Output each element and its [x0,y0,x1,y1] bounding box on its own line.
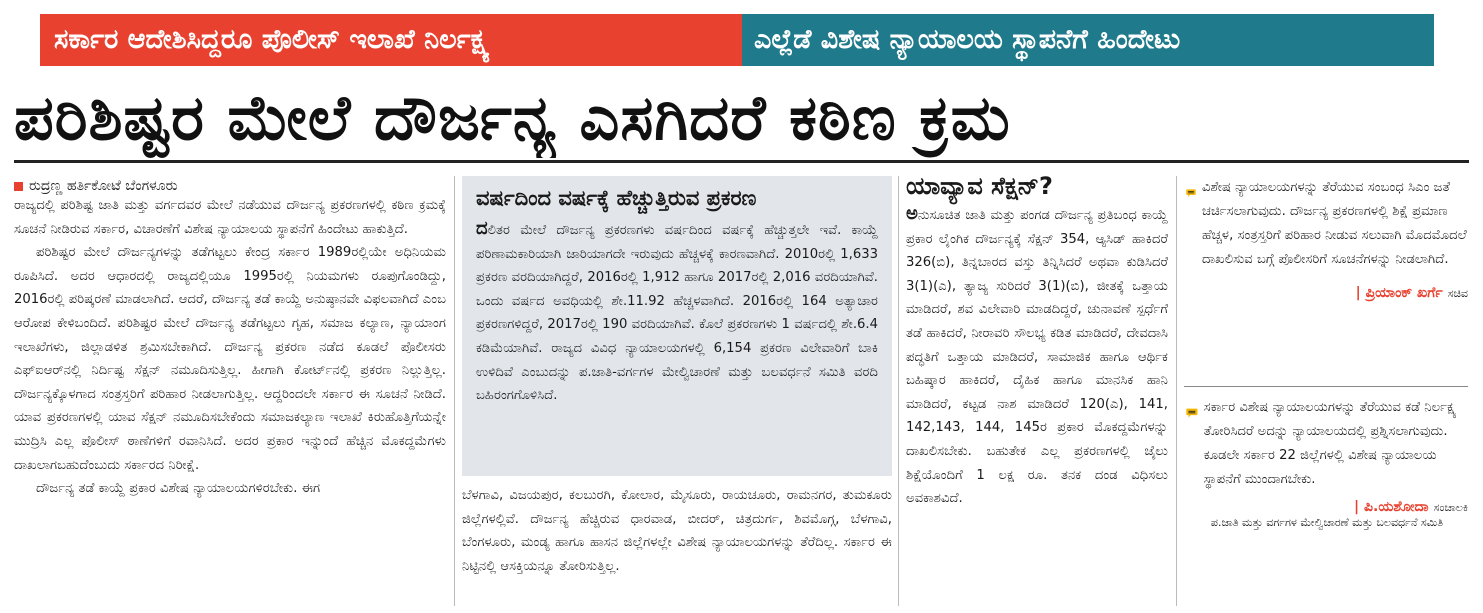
sections-column [906,172,1168,511]
left-column [14,178,446,501]
quote-signature [1186,496,1468,515]
main-headline: ಪರಿಶಿಷ್ಟರ ಮೇಲೆ ದೌರ್ಜನ್ಯ ಎಸಗಿದರೆ ಕಠಿಣ ಕ್ರಮ [14,81,1011,154]
dropcap: ದ [476,218,488,239]
quote-text: ವಿಶೇಷ ನ್ಯಾಯಾಲಯಗಳನ್ನು ತೆರೆಯುವ ಸಂಬಂಧ ಸಿಎಂ ಜತೆ ಚರ್ಚಿಸಲಾಗುವುದು. ದೌರ್ಜನ್ಯ ಪ್ರಕರಣಗಳಲ್ಲಿ ಶಿಕ್ಷೆ ಪ್ರಮಾಣ ಹೆಚ್ಚಳ, ಸಂತ್ರಸ್ತರಿಗೆ ಪರಿಹಾರ ನೀಡುವ ಸಲುವಾಗಿ ಮೊದಮೊದಲೆ ದಾಖಲಿಸುವ ಬಗ್ಗೆ ಪೊಲೀಸರಿಗೆ ಸೂಚನೆಗಳನ್ನು ನೀಡಲಾಗಿದೆ. [1201,180,1467,267]
left-article-body [14,194,446,501]
paragraph: ಪರಿಶಿಷ್ಟರ ಮೇಲೆ ದೌರ್ಜನ್ಯಗಳನ್ನು ತಡೆಗಟ್ಟಲು ಕೇಂದ್ರ ಸರ್ಕಾರ 1989ರಲ್ಲಿಯೇ ಅಧಿನಿಯಮ ರೂಪಿಸಿದೆ. ಅದರ ಆಧಾರದಲ್ಲಿ ರಾಜ್ಯದಲ್ಲಿಯೂ 1995ರಲ್ಲಿ ನಿಯಮಗಳು ರೂಪುಗೊಂಡಿದ್ದು, 2016ರಲ್ಲಿ ಪರಿಷ್ಕರಣೆ ಮಾಡಲಾಗಿದೆ. ಆದರೆ, ದೌರ್ಜನ್ಯ ತಡೆ ಕಾಯ್ದೆ ಅನುಷ್ಠಾನವೇ ವಿಫಲವಾಗಿದೆ ಎಂಬ ಆರೋಪ ಕೇಳಿಬಂದಿದೆ. ಪರಿಶಿಷ್ಟರ ಮೇಲೆ ದೌರ್ಜನ್ಯ ತಡೆಗಟ್ಟಲು ಗೃಹ, ಸಮಾಜ ಕಲ್ಯಾಣ, ನ್ಯಾಯಾಂಗ ಇಲಾಖೆಗಳು, ಜಿಲ್ಲಾಡಳಿತ ಶ್ರಮಿಸಬೇಕಾಗಿದೆ. ದೌರ್ಜನ್ಯ ಪ್ರಕರಣ ನಡೆದ ಕೂಡಲೆ ಪೊಲೀಸರು ಎಫ್ಐಆರ್‌ನಲ್ಲಿ ನಿರ್ದಿಷ್ಟ ಸೆಕ್ಷನ್ ನಮೂದಿಸುತ್ತಿಲ್ಲ. ಹೀಗಾಗಿ ಕೋರ್ಟ್‌ನಲ್ಲಿ ಪ್ರಕರಣ ನಿಲ್ಲುತ್ತಿಲ್ಲ. ದೌರ್ಜನ್ಯಕ್ಕೊಳಗಾದ ಸಂತ್ರಸ್ತರಿಗೆ ಪರಿಹಾರ ನೀಡಲಾಗುತ್ತಿಲ್ಲ. ಆದ್ದರಿಂದಲೇ ಸರ್ಕಾರ ಈ ಸೂಚನೆ ನೀಡಿದೆ. ಯಾವ ಪ್ರಕರಣಗಳಲ್ಲಿ ಯಾವ ಸೆಕ್ಷನ್ ನಮೂದಿಸಬೇಕೆಂದು ಸಮಾಜಕಲ್ಯಾಣ ಇಲಾಖೆ ಕಿರುಹೊತ್ತಿಗೆಯನ್ನೇ ಮುದ್ರಿಸಿ ಎಲ್ಲ ಪೊಲೀಸ್ ಠಾಣೆಗಳಿಗೆ ರವಾನಿಸಿದೆ. ಅದರ ಪ್ರಕಾರ ಇನ್ನುಂದೆ ಹೆಚ್ಚಿನ ಮೊಕದ್ದಮೆಗಳು ದಾಖಲಾಗಬಹುದೆಂಬುದು ಸರ್ಕಾರದ ನಿರೀಕ್ಷೆ. [14,245,446,473]
paragraph: ರಾಜ್ಯದಲ್ಲಿ ಪರಿಶಿಷ್ಟ ಜಾತಿ ಮತ್ತು ವರ್ಗದವರ ಮೇಲೆ ನಡೆಯುವ ದೌರ್ಜನ್ಯ ಪ್ರಕರಣಗಳಲ್ಲಿ ಕಠಿಣ ಕ್ರಮಕ್ಕೆ ಸೂಚನೆ ನೀಡಿರುವ ಸರ್ಕಾರ, ವಿಚಾರಣೆಗೆ ವಿಶೇಷ ನ್ಯಾಯಾಲಯ ಸ್ಥಾಪನೆಗೆ ಹಿಂದೇಟು ಹಾಕುತ್ತಿದೆ. [14,198,446,237]
byline-text: ರುದ್ರಣ್ಣ ಹರ್ತಿಕೋಟೆ ಬೆಂಗಳೂರು [29,178,178,194]
quote-signature [1186,282,1468,301]
headline-rule [14,160,1469,163]
top-banner-left [40,14,742,66]
quote-author-org: ಪ.ಜಾತಿ ಮತ್ತು ವರ್ಗಗಳ ಮೇಲ್ವಿಚಾರಣೆ ಮತ್ತು ಬಲವರ್ಧನೆ ಸಮಿತಿ [1210,516,1444,529]
continued-article-text: ಬೆಳಗಾವಿ, ವಿಜಯಪುರ, ಕಲಬುರಗಿ, ಕೋಲಾರ, ಮೈಸೂರು, ರಾಯಚೂರು, ರಾಮನಗರ, ತುಮಕೂರು ಜಿಲ್ಲೆಗಳಲ್ಲಿವೆ. ದೌರ್ಜನ್ಯ ಹೆಚ್ಚಿರುವ ಧಾರವಾಡ, ಬೀದರ್, ಚಿತ್ರದುರ್ಗ, ಶಿವಮೊಗ್ಗ, ಬೆಳಗಾವಿ, ಬೆಂಗಳೂರು, ಮಂಡ್ಯ ಹಾಗೂ ಹಾಸನ ಜಿಲ್ಲೆಗಳಲ್ಲೇ ವಿಶೇಷ ನ್ಯಾಯಾಲಯಗಳನ್ನು ತೆರೆದಿಲ್ಲ. ಸರ್ಕಾರ ಈ ನಿಟ್ಟಿನಲ್ಲಿ ಆಸಕ್ತಿಯನ್ನೂ ತೋರಿಸುತ್ತಿಲ್ಲ. [462,488,892,574]
stats-box-body [476,217,878,408]
sections-body [906,202,1168,511]
stats-box [462,176,892,476]
quote-text: ಸರ್ಕಾರ ವಿಶೇಷ ನ್ಯಾಯಾಲಯಗಳನ್ನು ತೆರೆಯುವ ಕಡೆ ನಿರ್ಲಕ್ಷ್ಯ ತೋರಿಸಿದರೆ ಅದನ್ನು ನ್ಯಾಯಾಲಯದಲ್ಲಿ ಪ್ರಶ್ನಿಸಲಾಗುವುದು. ಕೂಡಲೇ ಸರ್ಕಾರ 22 ಜಿಲ್ಲೆಗಳಲ್ಲಿ ವಿಶೇಷ ನ್ಯಾಯಾಲಯ ಸ್ಥಾಪನೆಗೆ ಮುಂದಾಗಬೇಕು. [1203,400,1457,487]
speech-bubble-icon [1186,176,1196,210]
column-divider [1176,176,1177,606]
stats-box-text: ಲಿತರ ಮೇಲೆ ದೌರ್ಜನ್ಯ ಪ್ರಕರಣಗಳು ವರ್ಷದಿಂದ ವರ್ಷಕ್ಕೆ ಹೆಚ್ಚುತ್ತಲೇ ಇವೆ. ಕಾಯ್ದೆ ಪರಿಣಾಮಕಾರಿಯಾಗಿ ಜಾರಿಯಾಗದೇ ಇರುವುದು ಹೆಚ್ಚಳಕ್ಕೆ ಕಾರಣವಾಗಿದೆ. 2010ರಲ್ಲಿ 1,633 ಪ್ರಕರಣ ವರದಿಯಾಗಿದ್ದರೆ, 2016ರಲ್ಲಿ 1,912 ಹಾಗೂ 2017ರಲ್ಲಿ 2,016 ವರದಿಯಾಗಿವೆ. ಒಂದು ವರ್ಷದ ಅವಧಿಯಲ್ಲಿ ಶೇ.11.92 ಹೆಚ್ಚಳವಾಗಿದೆ. 2016ರಲ್ಲಿ 164 ಅತ್ಯಾಚಾರ ಪ್ರಕರಣಗಳಿದ್ದರೆ, 2017ರಲ್ಲಿ 190 ವರದಿಯಾಗಿವೆ. ಕೊಲೆ ಪ್ರಕರಣಗಳು 1 ವರ್ಷದಲ್ಲಿ ಶೇ.6.4 ಕಡಿಮೆಯಾಗಿವೆ. ರಾಜ್ಯದ ವಿವಿಧ ನ್ಯಾಯಾಲಯಗಳಲ್ಲಿ 6,154 ಪ್ರಕರಣ ವಿಲೇವಾರಿಗೆ ಬಾಕಿ ಉಳಿದಿವೆ ಎಂಬುದನ್ನು ಪ.ಜಾತಿ-ವರ್ಗಗಳ ಮೇಲ್ವಿಚಾರಣೆ ಮತ್ತು ಬಲವರ್ಧನೆ ಸಮಿತಿ ವರದಿ ಬಹಿರಂಗಗೊಳಿಸಿದೆ. [476,223,878,404]
banner-right-text: ಎಲ್ಲೆಡೆ ವಿಶೇಷ ನ್ಯಾಯಾಲಯ ಸ್ಥಾಪನೆಗೆ ಹಿಂದೇಟು [754,24,1181,55]
quote-author: | ಪ್ರಿಯಾಂಕ್ ಖರ್ಗೆ [1355,285,1443,301]
dropcap: ಅ [906,203,918,224]
quote-card-minister [1186,176,1468,301]
banner-left-text: ಸರ್ಕಾರ ಆದೇಶಿಸಿದ್ದರೂ ಪೊಲೀಸ್ ಇಲಾಖೆ ನಿರ್ಲಕ್ಷ್ಯ [54,24,490,55]
quote-divider [1184,386,1468,387]
paragraph: ದೌರ್ಜನ್ಯ ತಡೆ ಕಾಯ್ದೆ ಪ್ರಕಾರ ವಿಶೇಷ ನ್ಯಾಯಾಲಯಗಳಿರಬೇಕು. ಈಗ [36,481,321,497]
quote-author: | ಪಿ.ಯಶೋದಾ [1354,499,1429,515]
column-divider [454,176,455,606]
quote-author-role: ಸಂಚಾಲಕಿ [1433,501,1468,514]
stats-box-title: ವರ್ಷದಿಂದ ವರ್ಷಕ್ಕೆ ಹೆಚ್ಚುತ್ತಿರುವ ಪ್ರಕರಣ [476,186,757,210]
speech-bubble-icon [1186,396,1198,430]
quote-author-role: ಸಚಿವ [1447,287,1468,300]
byline [14,178,446,194]
sections-title: ಯಾವ್ಯಾವ ಸೆಕ್ಷನ್? [906,172,1053,200]
sections-text: ನುಸೂಚಿತ ಜಾತಿ ಮತ್ತು ಪಂಗಡ ದೌರ್ಜನ್ಯ ಪ್ರತಿಬಂಧ ಕಾಯ್ದೆ ಪ್ರಕಾರ ಲೈಂಗಿಕ ದೌರ್ಜನ್ಯಕ್ಕೆ ಸೆಕ್ಷನ್ 354, ಆ್ಯಸಿಡ್ ಹಾಕಿದರೆ 326(ಬಿ), ತಿನ್ನಬಾರದ ವಸ್ತು ತಿನ್ನಿಸಿದರೆ ಅಥವಾ ಕುಡಿಸಿದರೆ 3(1)(ಎ), ತ್ಯಾಜ್ಯ ಸುರಿದರೆ 3(1)(ಬಿ), ಜೀತಕ್ಕೆ ಒತ್ತಾಯ ಮಾಡಿದರೆ, ಶವ ವಿಲೇವಾರಿ ಮಾಡದಿದ್ದರೆ, ಚುನಾವಣೆ ಸ್ಪರ್ಧೆಗೆ ತಡೆ ಹಾಕಿದರೆ, ನೀರಾವರಿ ಸೌಲಭ್ಯ ಕಡಿತ ಮಾಡಿದರೆ, ದೇವದಾಸಿ ಪದ್ಧತಿಗೆ ಒತ್ತಾಯ ಮಾಡಿದರೆ, ಸಾಮಾಜಿಕ ಹಾಗೂ ಆರ್ಥಿಕ ಬಹಿಷ್ಕಾರ ಹಾಕಿದರೆ, ದೈಹಿಕ ಹಾಗೂ ಮಾನಸಿಕ ಹಾನಿ ಮಾಡಿದರೆ, ಕಟ್ಟಡ ನಾಶ ಮಾಡಿದರೆ 120(ಎ), 141, 142,143, 144, 145ರ ಪ್ರಕಾರ ಮೊಕದ್ದಮೆಗಳನ್ನು ದಾಖಲಿಸಬೇಕು. ಬಹುತೇಕ ಎಲ್ಲ ಪ್ರಕರಣಗಳಲ್ಲಿ ಜೈಲು ಶಿಕ್ಷೆಯೊಂದಿಗೆ 1 ಲಕ್ಷ ರೂ. ತನಕ ದಂಡ ವಿಧಿಸಲು ಅವಕಾಶವಿದೆ. [906,208,1168,507]
byline-square-icon [14,182,23,191]
column-divider [898,176,899,606]
top-banner-right [742,14,1434,66]
quote-card-convener [1186,396,1468,531]
